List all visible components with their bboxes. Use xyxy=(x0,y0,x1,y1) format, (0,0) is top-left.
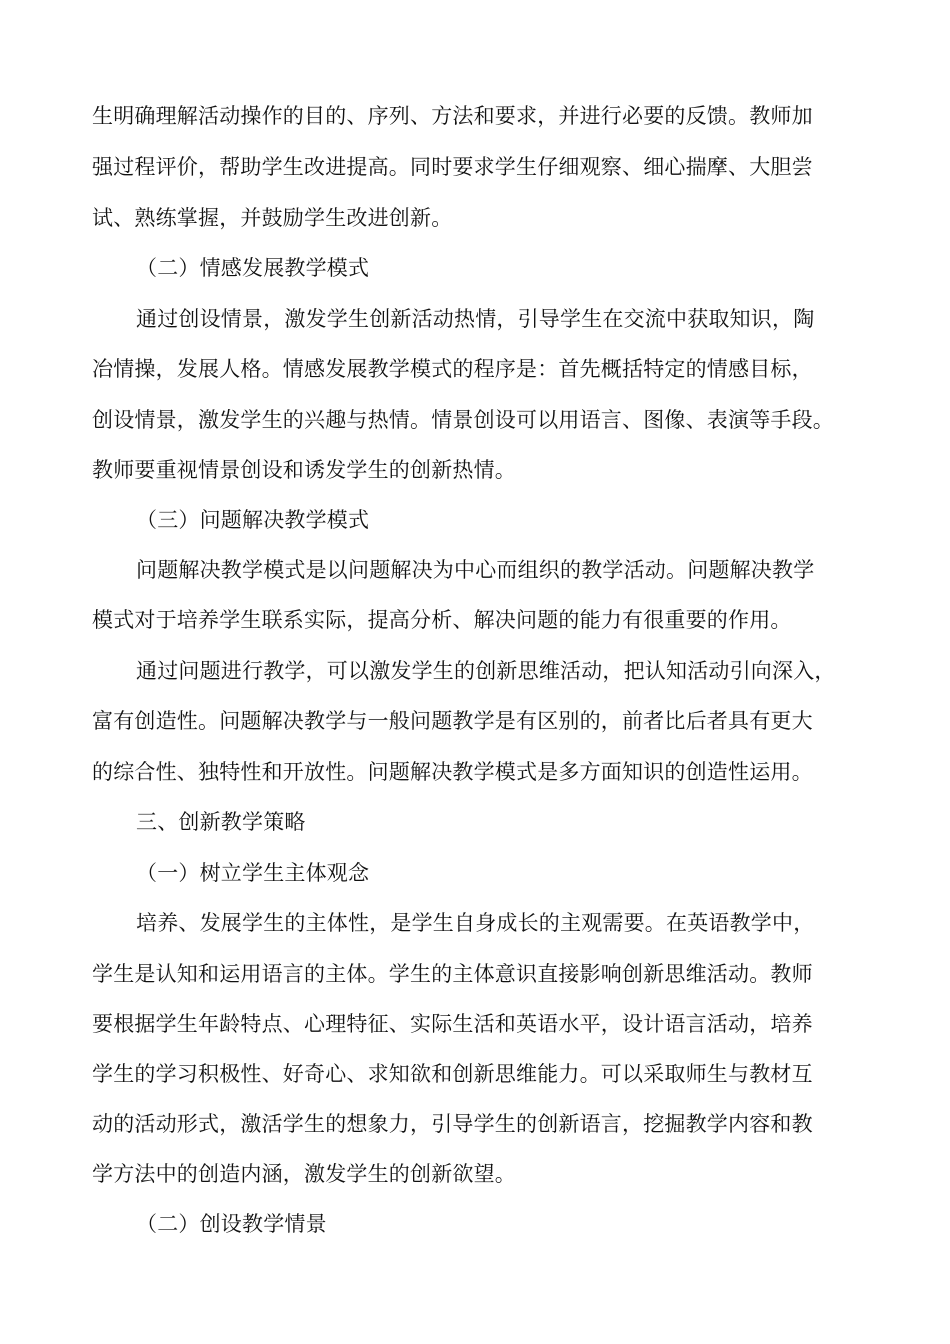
paragraph-line-14: 学生是认知和运用语言的主体。学生的主体意识直接影响创新思维活动。教师 xyxy=(92,962,813,986)
paragraph-line-5: 冶情操，发展人格。情感发展教学模式的程序是：首先概括特定的情感目标， xyxy=(92,357,813,381)
section-subheading-teaching-situation: （二）创设教学情景 xyxy=(136,1212,327,1236)
paragraph-line-4: 通过创设情景，激发学生创新活动热情，引导学生在交流中获取知识，陶 xyxy=(136,307,815,331)
paragraph-line-11: 富有创造性。问题解决教学与一般问题教学是有区别的，前者比后者具有更大 xyxy=(92,709,813,733)
paragraph-line-17: 动的活动形式，激活学生的想象力，引导学生的创新语言，挖掘教学内容和教 xyxy=(92,1112,813,1136)
paragraph-line-1: 生明确理解活动操作的目的、序列、方法和要求，并进行必要的反馈。教师加 xyxy=(92,104,813,128)
paragraph-line-15: 要根据学生年龄特点、心理特征、实际生活和英语水平，设计语言活动，培养 xyxy=(92,1012,813,1036)
section-subheading-student-subjectivity: （一）树立学生主体观念 xyxy=(136,861,370,885)
paragraph-line-9: 模式对于培养学生联系实际，提高分析、解决问题的能力有很重要的作用。 xyxy=(92,608,792,632)
paragraph-line-13: 培养、发展学生的主体性，是学生自身成长的主观需要。在英语教学中， xyxy=(136,911,815,935)
paragraph-line-2: 强过程评价，帮助学生改进提高。同时要求学生仔细观察、细心揣摩、大胆尝 xyxy=(92,155,813,179)
paragraph-line-7: 教师要重视情景创设和诱发学生的创新热情。 xyxy=(92,458,516,482)
paragraph-line-3: 试、熟练掌握，并鼓励学生改进创新。 xyxy=(92,206,453,230)
section-subheading-emotional-model: （二）情感发展教学模式 xyxy=(136,256,370,280)
paragraph-line-16: 学生的学习积极性、好奇心、求知欲和创新思维能力。可以采取师生与教材互 xyxy=(92,1062,813,1086)
paragraph-line-12: 的综合性、独特性和开放性。问题解决教学模式是多方面知识的创造性运用。 xyxy=(92,760,813,784)
paragraph-line-8: 问题解决教学模式是以问题解决为中心而组织的教学活动。问题解决教学 xyxy=(136,558,815,582)
paragraph-line-6: 创设情景，激发学生的兴趣与热情。情景创设可以用语言、图像、表演等手段。 xyxy=(92,408,834,432)
section-heading-innovation-strategy: 三、创新教学策略 xyxy=(136,810,306,834)
paragraph-line-18: 学方法中的创造内涵，激发学生的创新欲望。 xyxy=(92,1162,516,1186)
section-subheading-problem-solving-model: （三）问题解决教学模式 xyxy=(136,508,370,532)
paragraph-line-10: 通过问题进行教学，可以激发学生的创新思维活动，把认知活动引向深入， xyxy=(136,659,836,683)
